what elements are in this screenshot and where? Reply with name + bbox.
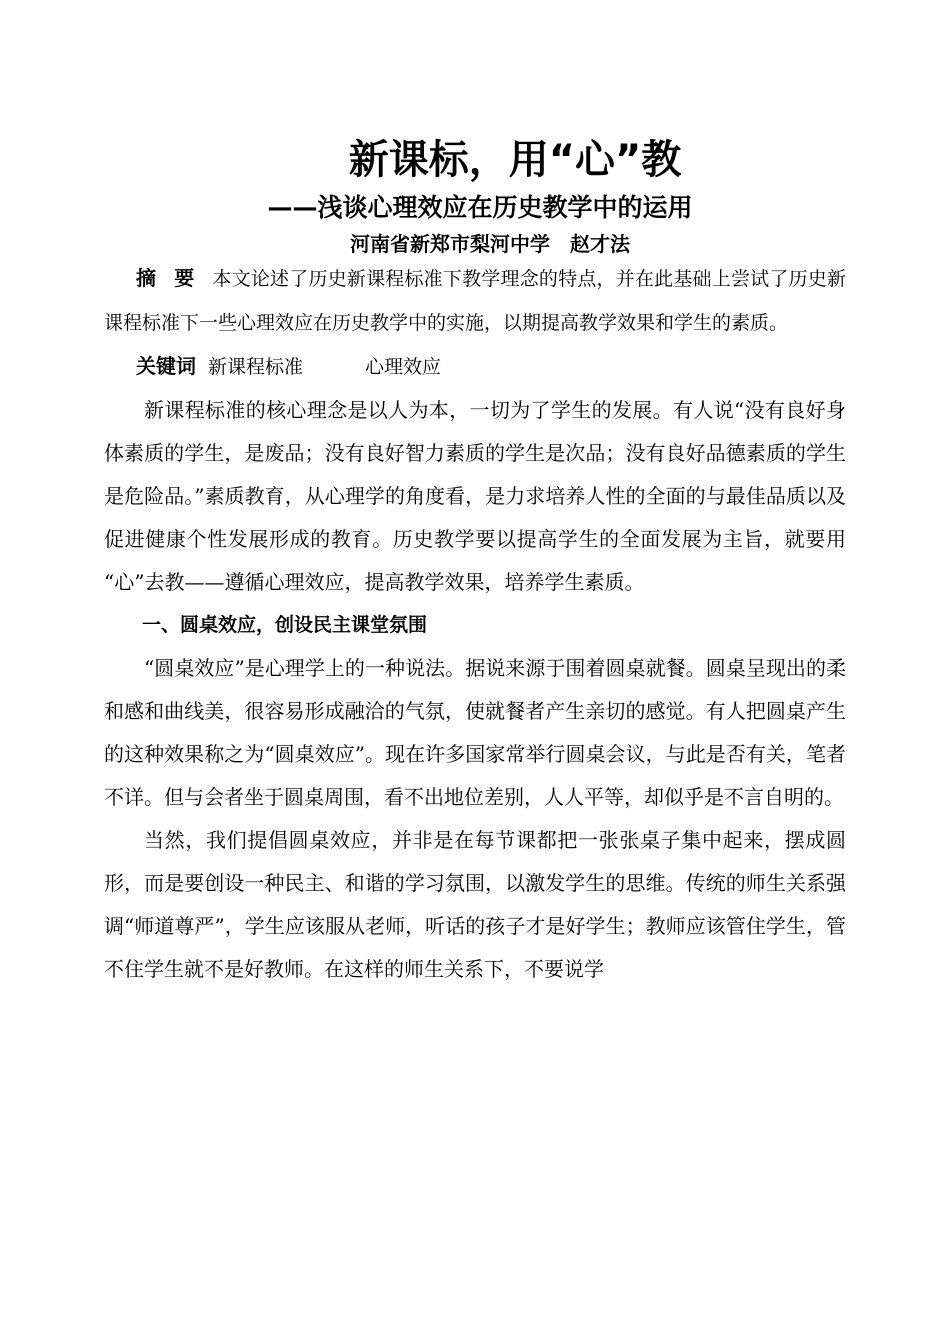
keyword-2: 心理效应 (365, 356, 442, 378)
document-author: 河南省新郑市梨河中学 赵才法 (350, 232, 630, 256)
paragraph-intro: 新课程标准的核心理念是以人为本，一切为了学生的发展。有人说“没有良好身体素质的学生，是废品；没有良好智力素质的学生是次品；没有良好品德素质的学生是危险品。”素质教育，从心理学的角度看，是力求培养人性的全面的与最佳品质以及促进健康个性发展形成的教育。历史教学要以提高学生的全面发展为主旨，就要用 “心”去教——遵循心理效应，提高教学效果，培养学生素质。 (104, 398, 846, 594)
keywords-label: 关键词 (136, 354, 196, 378)
keywords (104, 345, 846, 389)
paragraph-round-table: “圆桌效应”是心理学上的一种说法。据说来源于围着圆桌就餐。圆桌呈现出的柔和感和曲线美，很容易形成融洽的气氛，使就餐者产生亲切的感觉。有人把圆桌产生的这种效果称之为“圆桌效应”。现在许多国家常举行圆桌会议，与此是否有关，笔者不详。但与会者坐于圆桌周围，看不出地位差别，人人平等，却似乎是不言自明的。 (104, 656, 846, 809)
document-body (104, 257, 846, 991)
paragraph-classroom: 当然，我们提倡圆桌效应，并非是在每节课都把一张张桌子集中起来，摆成圆形，而是要创设一种民主、和谐的学习氛围，以激发学生的思维。传统的师生关系强调“师道尊严”，学生应该服从老师，听话的孩子才是好学生；教师应该管住学生，管不住学生就不是好教师。在这样的师生关系下，不要说学 (104, 828, 846, 981)
abstract-text: 本文论述了历史新课程标准下教学理念的特点，并在此基础上尝试了历史新课程标准下一些心理效应在历史教学中的实施，以期提高教学效果和学生的素质。 (104, 268, 846, 334)
abstract (104, 257, 846, 345)
document-subtitle: ——浅谈心理效应在历史教学中的运用 (267, 193, 693, 222)
keyword-1: 新课程标准 (208, 356, 304, 378)
document-title: 新课标，用“心”教 (348, 137, 682, 183)
section-heading: 一、圆桌效应，创设民主课堂氛围 (142, 614, 428, 636)
abstract-label: 摘要 (136, 266, 213, 290)
